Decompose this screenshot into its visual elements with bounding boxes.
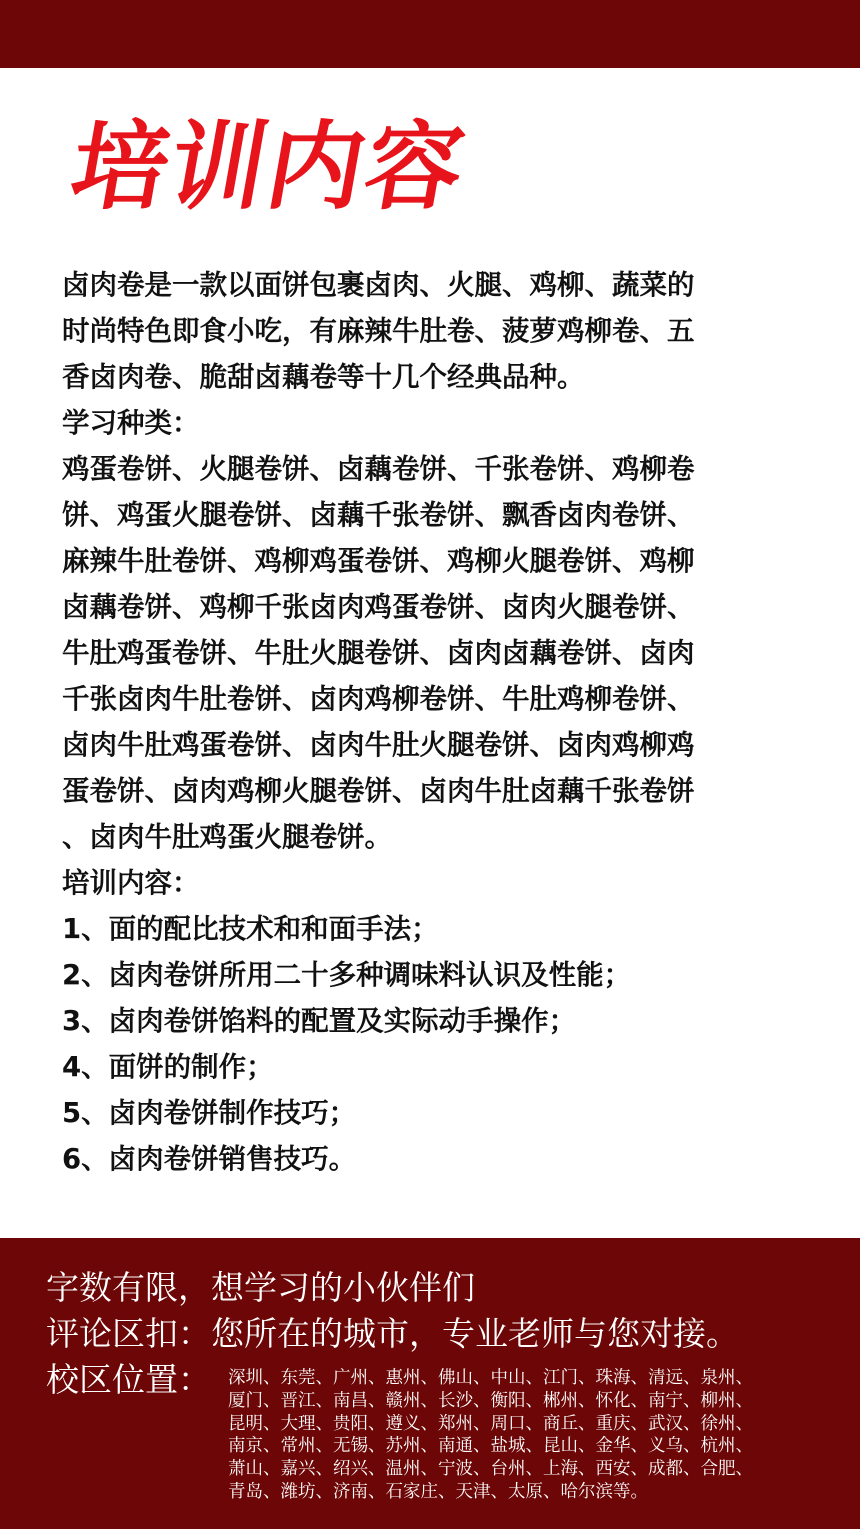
campus-label: 校区位置： [46, 1360, 211, 1399]
training-item: 4、面饼的制作； [62, 1051, 274, 1083]
campus-city-list: 深圳、东莞、广州、惠州、佛山、中山、江门、珠海、清远、泉州、 厦门、晋江、南昌、赣州、长沙、衡阳、郴州、怀化、南宁、柳州、 昆明、大理、贵阳、遵义、郑州、周口、商丘、重庆、武汉、徐州、 南京、常州、无锡、苏州、南通、盐城、昆山、金华、义乌、杭州、 萧山、嘉兴、绍兴、温州、宁波、台州、上海、西安、成都、合肥、 青岛、潍坊、济南、石家庄、天津、太原、哈尔滨等。 [228, 1368, 753, 1502]
types-heading: 学习种类： [62, 407, 200, 439]
training-item: 2、卤肉卷饼所用二十多种调味料认识及性能； [62, 959, 632, 991]
training-item: 5、卤肉卷饼制作技巧； [62, 1097, 357, 1129]
intro-paragraph: 卤肉卷是一款以面饼包裹卤肉、火腿、鸡柳、蔬菜的 时尚特色即食小吃，有麻辣牛肚卷、菠萝鸡柳卷、五 香卤肉卷、脆甜卤藕卷等十几个经典品种。 [62, 269, 695, 393]
training-heading: 培训内容： [62, 867, 200, 899]
top-banner [0, 0, 860, 68]
training-item: 6、卤肉卷饼销售技巧。 [62, 1143, 357, 1175]
main-content [62, 262, 772, 1182]
types-list: 鸡蛋卷饼、火腿卷饼、卤藕卷饼、千张卷饼、鸡柳卷 饼、鸡蛋火腿卷饼、卤藕千张卷饼、飘香卤肉卷饼、 麻辣牛肚卷饼、鸡柳鸡蛋卷饼、鸡柳火腿卷饼、鸡柳 卤藕卷饼、鸡柳千张卤肉鸡蛋卷饼、卤肉火腿卷饼、 牛肚鸡蛋卷饼、牛肚火腿卷饼、卤肉卤藕卷饼、卤肉 千张卤肉牛肚卷饼、卤肉鸡柳卷饼、牛肚鸡柳卷饼、 卤肉牛肚鸡蛋卷饼、卤肉牛肚火腿卷饼、卤肉鸡柳鸡 蛋卷饼、卤肉鸡柳火腿卷饼、卤肉牛肚卤藕千张卷饼 、卤肉牛肚鸡蛋火腿卷饼。 [62, 453, 695, 853]
promo-line-1: 字数有限，想学习的小伙伴们 [46, 1268, 475, 1307]
training-item: 3、卤肉卷饼馅料的配置及实际动手操作； [62, 1005, 577, 1037]
promo-line-2: 评论区扣：您所在的城市，专业老师与您对接。 [46, 1314, 739, 1353]
bottom-banner [0, 1238, 860, 1529]
page-title: 培训内容 [62, 111, 475, 223]
training-item: 1、面的配比技术和和面手法； [62, 913, 439, 945]
